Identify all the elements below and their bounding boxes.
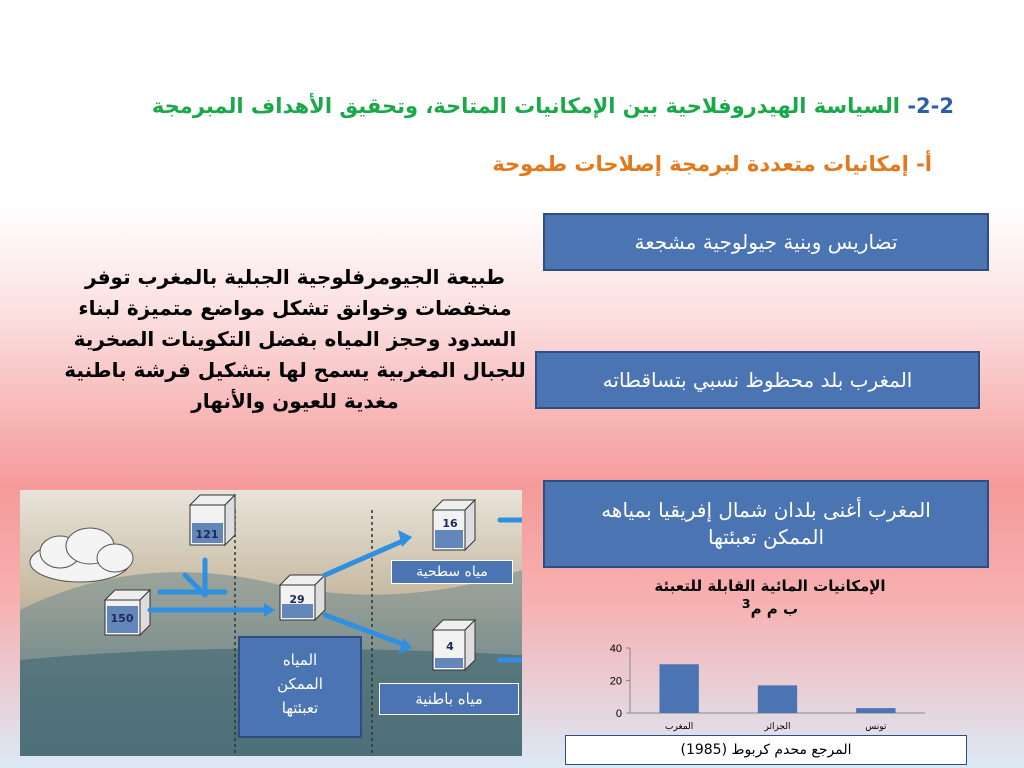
- chart-title-superscript: 3: [741, 596, 751, 612]
- chart-title-line1: الإمكانيات المائية القابلة للتعبئة: [654, 577, 886, 595]
- water-richness-text: المغرب أغنى بلدان شمال إفريقيا بمياهه الممكن تعبئتها: [601, 498, 931, 549]
- cube-16-value: 16: [442, 517, 458, 530]
- relief-box: [543, 213, 989, 271]
- chart-title-line2: [600, 596, 940, 619]
- water-potential-chart: [590, 638, 940, 738]
- x-tick-label: تونس: [865, 722, 887, 732]
- cube-150-value: 150: [110, 612, 134, 625]
- surface-water-label: مياه سطحية: [391, 560, 513, 584]
- subheading: أ- إمكانيات متعددة لبرمجة إصلاحات طموحة: [492, 152, 932, 176]
- reference-box: المرجع محدم كربوط (1985): [565, 735, 967, 765]
- relief-box-text: تضاريس وبنية جيولوجية مشجعة: [634, 229, 898, 254]
- y-tick-label: 40: [609, 643, 622, 655]
- bar-0: [660, 664, 699, 713]
- cube-29: [280, 575, 325, 620]
- bar-2: [856, 708, 895, 713]
- section-heading: [152, 94, 954, 118]
- cube-4-value: 4: [446, 640, 454, 653]
- water-richness-box: [543, 480, 989, 568]
- description-text: طبيعة الجيومرفلوجية الجبلية بالمغرب توفر منخفضات وخوانق تشكل مواضع متميزة لبناء السدود وحجز المياه بفضل التكوينات الصخرية للجبال المغربية يسمح لها بتشكيل فرشة باطنية مغدية للعيون والأنهار: [64, 265, 526, 413]
- y-tick-label: 0: [615, 708, 622, 720]
- bar-1: [758, 685, 797, 713]
- cube-150: [105, 590, 150, 635]
- x-tick-label: المغرب: [665, 722, 694, 732]
- section-heading-text: السياسة الهيدروفلاحية بين الإمكانيات المتاحة، وتحقيق الأهداف المبرمجة: [151, 94, 901, 118]
- rain-box-text: المغرب بلد محظوظ نسبي بتساقطاته: [602, 367, 913, 392]
- water-diagram-photo: [20, 490, 522, 756]
- groundwater-label: مياه باطنية: [379, 683, 519, 715]
- y-tick-label: 20: [609, 675, 622, 688]
- cube-16: [433, 500, 475, 550]
- cube-4: [433, 620, 475, 670]
- chart-title-unit: ب م م: [750, 600, 799, 619]
- cube-121: [190, 495, 235, 545]
- mobilizable-water-label: المياه الممكن تعبئتها: [238, 636, 362, 738]
- cube-29-value: 29: [289, 593, 305, 606]
- chart-title: [600, 576, 940, 620]
- cube-121-value: 121: [195, 528, 219, 541]
- section-number: 2-2-: [907, 94, 954, 118]
- rain-box: [535, 351, 980, 409]
- x-tick-label: الجزائر: [764, 722, 791, 732]
